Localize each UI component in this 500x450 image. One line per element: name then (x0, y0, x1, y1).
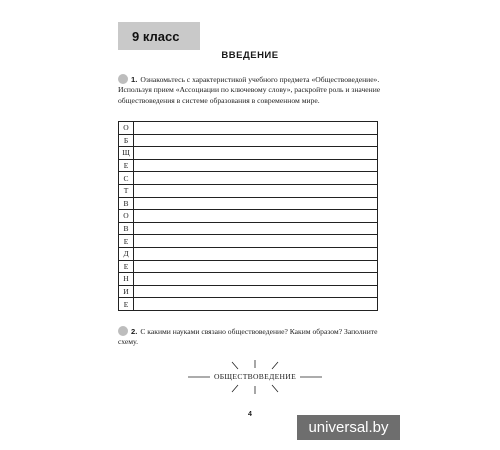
acrostic-row (119, 184, 378, 197)
acrostic-answer-cell[interactable] (134, 273, 378, 286)
acrostic-answer-cell[interactable] (134, 122, 378, 135)
scheme-diagram (180, 360, 330, 400)
acrostic-answer-cell[interactable] (134, 210, 378, 223)
scheme-center-label: ОБЩЕСТВОВЕДЕНИЕ (213, 372, 297, 381)
acrostic-letter: О (119, 122, 134, 135)
acrostic-row (119, 122, 378, 135)
acrostic-row (119, 197, 378, 210)
acrostic-letter: В (119, 222, 134, 235)
acrostic-answer-cell[interactable] (134, 260, 378, 273)
acrostic-letter: В (119, 197, 134, 210)
acrostic-row (119, 159, 378, 172)
acrostic-answer-cell[interactable] (134, 184, 378, 197)
task-text: С какими науками связано обществоведение? Каким образом? Заполните схему. (118, 327, 378, 347)
acrostic-row (119, 298, 378, 311)
acrostic-letter: Щ (119, 147, 134, 160)
acrostic-answer-cell[interactable] (134, 235, 378, 248)
task-2 (118, 326, 390, 348)
acrostic-table (118, 121, 378, 311)
acrostic-row (119, 210, 378, 223)
ray-bottom-left (232, 385, 238, 392)
acrostic-answer-cell[interactable] (134, 172, 378, 185)
acrostic-row (119, 147, 378, 160)
acrostic-letter: Б (119, 134, 134, 147)
section-title: ВВЕДЕНИЕ (221, 50, 279, 61)
task-text: Ознакомьтесь с характеристикой учебного предмета «Обществоведение». Используя прием «Ассоциации по ключевому слову», раскройте роль и значение обществоведения в системе образования в современном мире. (118, 75, 381, 105)
ray-top-left (232, 362, 238, 369)
acrostic-letter: Д (119, 247, 134, 260)
ray-bottom-right (272, 385, 278, 392)
acrostic-letter: Е (119, 159, 134, 172)
acrostic-answer-cell[interactable] (134, 159, 378, 172)
acrostic-answer-cell[interactable] (134, 285, 378, 298)
acrostic-row (119, 285, 378, 298)
task-1 (118, 74, 390, 106)
acrostic-row (119, 273, 378, 286)
acrostic-letter: Н (119, 273, 134, 286)
ray-top-right (272, 362, 278, 369)
acrostic-answer-cell[interactable] (134, 134, 378, 147)
acrostic-row (119, 260, 378, 273)
acrostic-answer-cell[interactable] (134, 247, 378, 260)
task-number: 1. (131, 75, 138, 84)
acrostic-answer-cell[interactable] (134, 298, 378, 311)
acrostic-row (119, 235, 378, 248)
acrostic-row (119, 134, 378, 147)
task-bullet-icon (118, 74, 128, 84)
acrostic-answer-cell[interactable] (134, 222, 378, 235)
acrostic-row (119, 247, 378, 260)
acrostic-answer-cell[interactable] (134, 147, 378, 160)
acrostic-letter: С (119, 172, 134, 185)
grade-label: 9 класс (132, 28, 180, 44)
acrostic-letter: О (119, 210, 134, 223)
task-number: 2. (131, 327, 138, 336)
acrostic-row (119, 222, 378, 235)
acrostic-letter: И (119, 285, 134, 298)
grade-tab (118, 22, 200, 50)
acrostic-letter: Т (119, 184, 134, 197)
watermark: universal.by (297, 415, 400, 440)
acrostic-row (119, 172, 378, 185)
task-bullet-icon (118, 326, 128, 336)
acrostic-letter: Е (119, 298, 134, 311)
acrostic-answer-cell[interactable] (134, 197, 378, 210)
acrostic-letter: Е (119, 235, 134, 248)
page-number: 4 (248, 411, 252, 418)
acrostic-letter: Е (119, 260, 134, 273)
